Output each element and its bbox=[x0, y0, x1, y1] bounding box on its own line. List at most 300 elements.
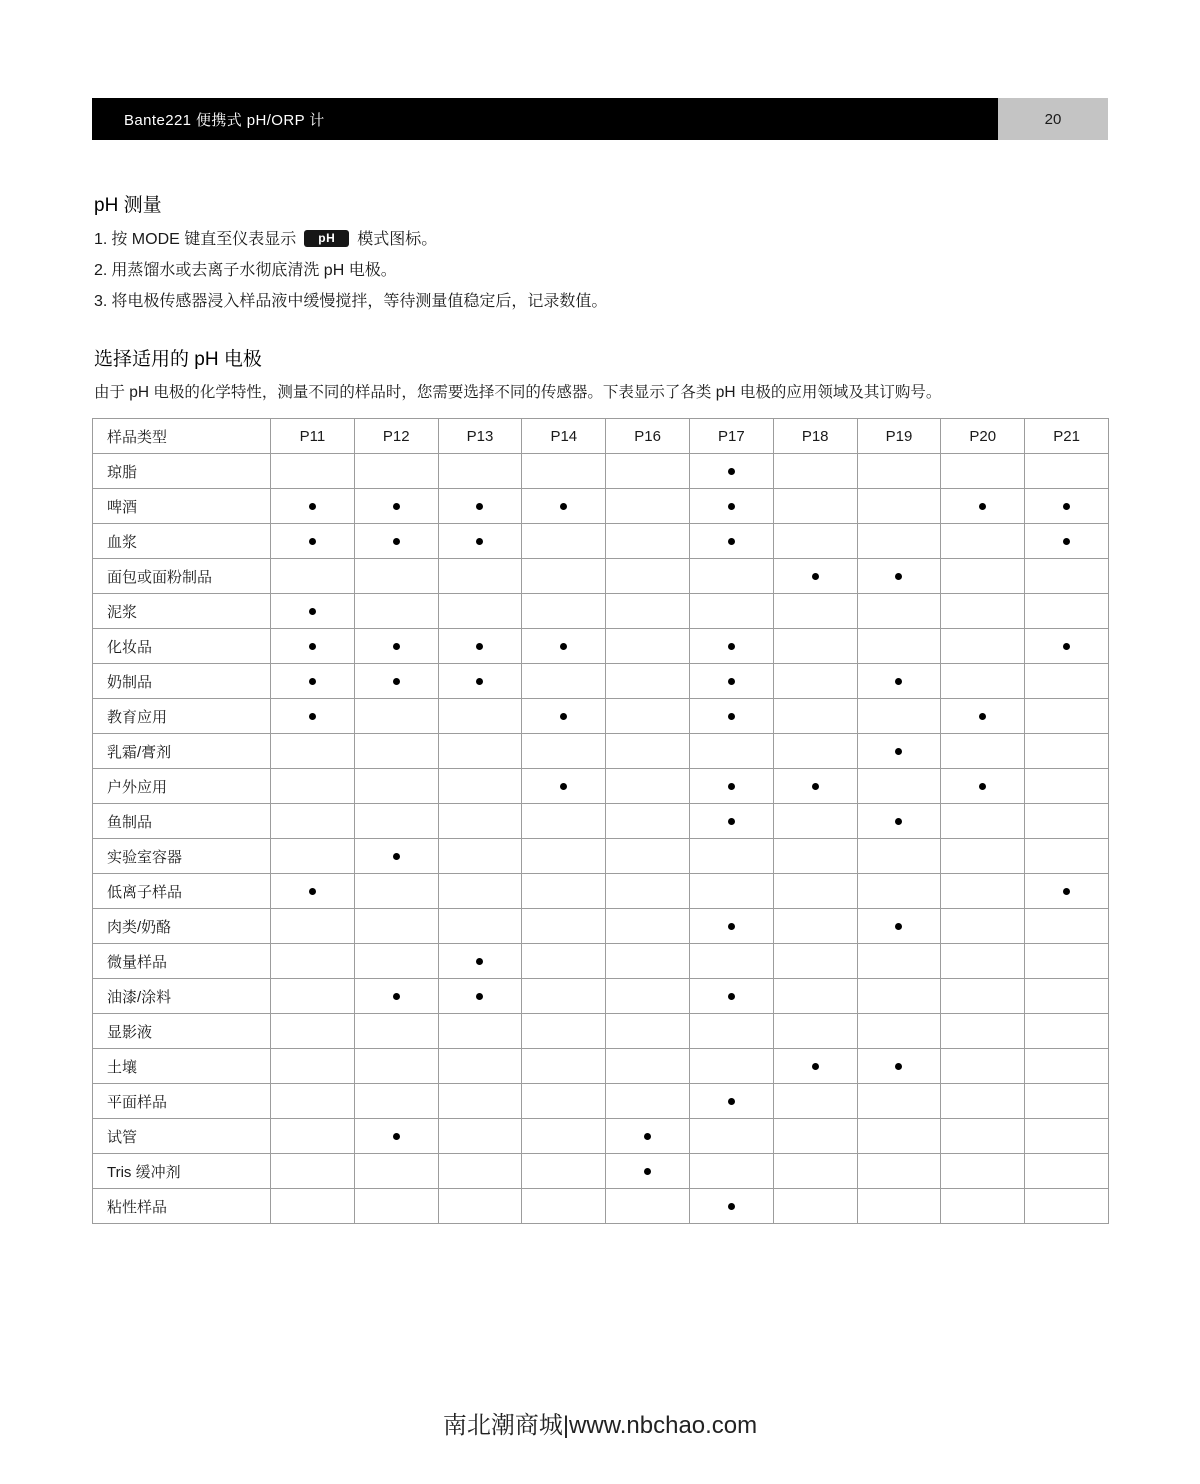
applicable-dot-icon bbox=[812, 1063, 819, 1070]
sample-type-cell: 平面样品 bbox=[93, 1084, 271, 1119]
applicable-dot-icon bbox=[476, 643, 483, 650]
mark-cell-p18 bbox=[773, 734, 857, 769]
mark-cell-p16 bbox=[606, 629, 690, 664]
page-header bbox=[92, 98, 1108, 140]
mark-cell-p20 bbox=[941, 1154, 1025, 1189]
mark-cell-p11 bbox=[271, 944, 355, 979]
mark-cell-p18 bbox=[773, 524, 857, 559]
mark-cell-p19 bbox=[857, 1049, 941, 1084]
document-title: Bante221 便携式 pH/ORP 计 bbox=[124, 111, 325, 129]
table-row bbox=[93, 559, 1109, 594]
mark-cell-p17 bbox=[689, 874, 773, 909]
step-text-before: 按 MODE 键直至仪表显示 bbox=[111, 231, 297, 248]
table-body bbox=[93, 454, 1109, 1224]
mark-cell-p16 bbox=[606, 489, 690, 524]
mark-cell-p14 bbox=[522, 489, 606, 524]
applicable-dot-icon bbox=[728, 713, 735, 720]
applicable-dot-icon bbox=[1063, 643, 1070, 650]
applicable-dot-icon bbox=[309, 503, 316, 510]
applicable-dot-icon bbox=[895, 1063, 902, 1070]
applicable-dot-icon bbox=[728, 538, 735, 545]
column-header-p20: P20 bbox=[941, 419, 1025, 454]
mark-cell-p19 bbox=[857, 1084, 941, 1119]
mark-cell-p16 bbox=[606, 454, 690, 489]
mark-cell-p11 bbox=[271, 594, 355, 629]
applicable-dot-icon bbox=[393, 993, 400, 1000]
mark-cell-p14 bbox=[522, 874, 606, 909]
mark-cell-p12 bbox=[354, 1189, 438, 1224]
applicable-dot-icon bbox=[895, 573, 902, 580]
applicable-dot-icon bbox=[728, 503, 735, 510]
mark-cell-p19 bbox=[857, 874, 941, 909]
mark-cell-p14 bbox=[522, 594, 606, 629]
column-header-sample-type: 样品类型 bbox=[93, 419, 271, 454]
mark-cell-p11 bbox=[271, 559, 355, 594]
mark-cell-p19 bbox=[857, 909, 941, 944]
mark-cell-p19 bbox=[857, 944, 941, 979]
mark-cell-p21 bbox=[1025, 489, 1109, 524]
column-header-p18: P18 bbox=[773, 419, 857, 454]
sample-type-cell: 户外应用 bbox=[93, 769, 271, 804]
mark-cell-p16 bbox=[606, 944, 690, 979]
mark-cell-p13 bbox=[438, 664, 522, 699]
sample-type-cell: 土壤 bbox=[93, 1049, 271, 1084]
column-header-p19: P19 bbox=[857, 419, 941, 454]
mark-cell-p20 bbox=[941, 1014, 1025, 1049]
mark-cell-p14 bbox=[522, 454, 606, 489]
applicable-dot-icon bbox=[728, 468, 735, 475]
step-text: 用蒸馏水或去离子水彻底清洗 pH 电极。 bbox=[111, 262, 397, 279]
table-row bbox=[93, 454, 1109, 489]
mark-cell-p17 bbox=[689, 1049, 773, 1084]
mark-cell-p17 bbox=[689, 594, 773, 629]
mark-cell-p12 bbox=[354, 839, 438, 874]
applicable-dot-icon bbox=[728, 783, 735, 790]
page-number: 20 bbox=[1044, 110, 1062, 128]
applicable-dot-icon bbox=[309, 713, 316, 720]
mark-cell-p18 bbox=[773, 489, 857, 524]
mark-cell-p13 bbox=[438, 874, 522, 909]
mark-cell-p17 bbox=[689, 1084, 773, 1119]
applicable-dot-icon bbox=[895, 818, 902, 825]
mark-cell-p20 bbox=[941, 559, 1025, 594]
electrode-application-table-wrapper bbox=[92, 418, 1108, 1224]
mark-cell-p20 bbox=[941, 524, 1025, 559]
applicable-dot-icon bbox=[476, 958, 483, 965]
ph-mode-badge: pH bbox=[304, 230, 349, 247]
applicable-dot-icon bbox=[309, 678, 316, 685]
mark-cell-p19 bbox=[857, 734, 941, 769]
sample-type-cell: 试管 bbox=[93, 1119, 271, 1154]
mark-cell-p11 bbox=[271, 874, 355, 909]
mark-cell-p21 bbox=[1025, 664, 1109, 699]
mark-cell-p20 bbox=[941, 734, 1025, 769]
mark-cell-p18 bbox=[773, 979, 857, 1014]
mark-cell-p21 bbox=[1025, 1014, 1109, 1049]
applicable-dot-icon bbox=[895, 923, 902, 930]
applicable-dot-icon bbox=[309, 538, 316, 545]
mark-cell-p11 bbox=[271, 1154, 355, 1189]
mark-cell-p21 bbox=[1025, 629, 1109, 664]
mark-cell-p21 bbox=[1025, 1154, 1109, 1189]
mark-cell-p17 bbox=[689, 559, 773, 594]
mark-cell-p19 bbox=[857, 559, 941, 594]
mark-cell-p20 bbox=[941, 909, 1025, 944]
mark-cell-p12 bbox=[354, 1014, 438, 1049]
applicable-dot-icon bbox=[476, 993, 483, 1000]
table-row bbox=[93, 769, 1109, 804]
mark-cell-p18 bbox=[773, 804, 857, 839]
mark-cell-p20 bbox=[941, 454, 1025, 489]
mark-cell-p20 bbox=[941, 1119, 1025, 1154]
applicable-dot-icon bbox=[393, 678, 400, 685]
mark-cell-p13 bbox=[438, 1189, 522, 1224]
mark-cell-p12 bbox=[354, 594, 438, 629]
sample-type-cell: 实验室容器 bbox=[93, 839, 271, 874]
applicable-dot-icon bbox=[1063, 888, 1070, 895]
column-header-p16: P16 bbox=[606, 419, 690, 454]
mark-cell-p19 bbox=[857, 524, 941, 559]
mark-cell-p14 bbox=[522, 1119, 606, 1154]
mark-cell-p14 bbox=[522, 629, 606, 664]
sample-type-cell: 啤酒 bbox=[93, 489, 271, 524]
table-row bbox=[93, 1049, 1109, 1084]
mark-cell-p21 bbox=[1025, 1119, 1109, 1154]
applicable-dot-icon bbox=[309, 643, 316, 650]
applicable-dot-icon bbox=[476, 503, 483, 510]
mark-cell-p20 bbox=[941, 1084, 1025, 1119]
mark-cell-p21 bbox=[1025, 909, 1109, 944]
sample-type-cell: 粘性样品 bbox=[93, 1189, 271, 1224]
step-text-after: 模式图标。 bbox=[357, 231, 438, 248]
mark-cell-p12 bbox=[354, 454, 438, 489]
mark-cell-p12 bbox=[354, 1049, 438, 1084]
mark-cell-p12 bbox=[354, 909, 438, 944]
mark-cell-p18 bbox=[773, 1084, 857, 1119]
applicable-dot-icon bbox=[895, 748, 902, 755]
mark-cell-p11 bbox=[271, 489, 355, 524]
mark-cell-p20 bbox=[941, 664, 1025, 699]
applicable-dot-icon bbox=[393, 1133, 400, 1140]
mark-cell-p20 bbox=[941, 839, 1025, 874]
mark-cell-p17 bbox=[689, 629, 773, 664]
mark-cell-p18 bbox=[773, 454, 857, 489]
mark-cell-p11 bbox=[271, 1049, 355, 1084]
applicable-dot-icon bbox=[728, 818, 735, 825]
mark-cell-p13 bbox=[438, 454, 522, 489]
mark-cell-p12 bbox=[354, 734, 438, 769]
mark-cell-p13 bbox=[438, 769, 522, 804]
table-row bbox=[93, 524, 1109, 559]
mark-cell-p11 bbox=[271, 1084, 355, 1119]
column-header-p13: P13 bbox=[438, 419, 522, 454]
sample-type-cell: 油漆/涂料 bbox=[93, 979, 271, 1014]
applicable-dot-icon bbox=[979, 503, 986, 510]
applicable-dot-icon bbox=[393, 853, 400, 860]
mark-cell-p14 bbox=[522, 1189, 606, 1224]
mark-cell-p16 bbox=[606, 1119, 690, 1154]
mark-cell-p17 bbox=[689, 979, 773, 1014]
section-ph-measure-title: pH 测量 bbox=[94, 195, 162, 216]
mark-cell-p20 bbox=[941, 629, 1025, 664]
mark-cell-p21 bbox=[1025, 734, 1109, 769]
sample-type-cell: 泥浆 bbox=[93, 594, 271, 629]
mark-cell-p19 bbox=[857, 594, 941, 629]
table-row bbox=[93, 734, 1109, 769]
mark-cell-p14 bbox=[522, 524, 606, 559]
mark-cell-p13 bbox=[438, 629, 522, 664]
page-footer: 南北潮商城|www.nbchao.com bbox=[442, 1412, 758, 1439]
mark-cell-p11 bbox=[271, 839, 355, 874]
list-item bbox=[94, 255, 1104, 286]
page-number-box bbox=[998, 98, 1108, 140]
mark-cell-p16 bbox=[606, 664, 690, 699]
mark-cell-p12 bbox=[354, 769, 438, 804]
mark-cell-p14 bbox=[522, 769, 606, 804]
mark-cell-p16 bbox=[606, 734, 690, 769]
section-select-electrode-title: 选择适用的 pH 电极 bbox=[94, 349, 262, 370]
mark-cell-p17 bbox=[689, 524, 773, 559]
mark-cell-p21 bbox=[1025, 979, 1109, 1014]
mark-cell-p18 bbox=[773, 594, 857, 629]
mark-cell-p20 bbox=[941, 1189, 1025, 1224]
mark-cell-p19 bbox=[857, 769, 941, 804]
applicable-dot-icon bbox=[979, 783, 986, 790]
mark-cell-p17 bbox=[689, 454, 773, 489]
mark-cell-p16 bbox=[606, 979, 690, 1014]
mark-cell-p19 bbox=[857, 454, 941, 489]
sample-type-cell: 鱼制品 bbox=[93, 804, 271, 839]
mark-cell-p11 bbox=[271, 1014, 355, 1049]
mark-cell-p13 bbox=[438, 944, 522, 979]
mark-cell-p14 bbox=[522, 839, 606, 874]
table-row bbox=[93, 489, 1109, 524]
mark-cell-p14 bbox=[522, 979, 606, 1014]
mark-cell-p18 bbox=[773, 944, 857, 979]
mark-cell-p13 bbox=[438, 804, 522, 839]
mark-cell-p18 bbox=[773, 559, 857, 594]
mark-cell-p11 bbox=[271, 664, 355, 699]
mark-cell-p14 bbox=[522, 559, 606, 594]
mark-cell-p13 bbox=[438, 524, 522, 559]
step-number: 2. bbox=[94, 262, 108, 279]
table-row bbox=[93, 839, 1109, 874]
mark-cell-p20 bbox=[941, 804, 1025, 839]
mark-cell-p13 bbox=[438, 839, 522, 874]
mark-cell-p16 bbox=[606, 804, 690, 839]
column-header-p21: P21 bbox=[1025, 419, 1109, 454]
mark-cell-p13 bbox=[438, 1049, 522, 1084]
mark-cell-p18 bbox=[773, 1014, 857, 1049]
mark-cell-p21 bbox=[1025, 839, 1109, 874]
mark-cell-p13 bbox=[438, 1119, 522, 1154]
mark-cell-p12 bbox=[354, 629, 438, 664]
mark-cell-p16 bbox=[606, 1049, 690, 1084]
applicable-dot-icon bbox=[309, 888, 316, 895]
mark-cell-p11 bbox=[271, 734, 355, 769]
mark-cell-p14 bbox=[522, 944, 606, 979]
mark-cell-p16 bbox=[606, 769, 690, 804]
mark-cell-p18 bbox=[773, 909, 857, 944]
mark-cell-p16 bbox=[606, 874, 690, 909]
mark-cell-p16 bbox=[606, 699, 690, 734]
sample-type-cell: 面包或面粉制品 bbox=[93, 559, 271, 594]
applicable-dot-icon bbox=[393, 643, 400, 650]
mark-cell-p14 bbox=[522, 1154, 606, 1189]
ph-measure-steps bbox=[94, 224, 1104, 317]
mark-cell-p12 bbox=[354, 1119, 438, 1154]
applicable-dot-icon bbox=[728, 923, 735, 930]
mark-cell-p12 bbox=[354, 1084, 438, 1119]
mark-cell-p11 bbox=[271, 524, 355, 559]
mark-cell-p11 bbox=[271, 979, 355, 1014]
mark-cell-p21 bbox=[1025, 769, 1109, 804]
mark-cell-p12 bbox=[354, 524, 438, 559]
mark-cell-p13 bbox=[438, 909, 522, 944]
applicable-dot-icon bbox=[728, 993, 735, 1000]
mark-cell-p13 bbox=[438, 734, 522, 769]
mark-cell-p11 bbox=[271, 629, 355, 664]
mark-cell-p20 bbox=[941, 769, 1025, 804]
mark-cell-p14 bbox=[522, 1014, 606, 1049]
mark-cell-p12 bbox=[354, 489, 438, 524]
mark-cell-p16 bbox=[606, 909, 690, 944]
mark-cell-p11 bbox=[271, 804, 355, 839]
step-number: 1. bbox=[94, 231, 108, 248]
mark-cell-p14 bbox=[522, 664, 606, 699]
sample-type-cell: 微量样品 bbox=[93, 944, 271, 979]
mark-cell-p17 bbox=[689, 944, 773, 979]
applicable-dot-icon bbox=[560, 713, 567, 720]
mark-cell-p16 bbox=[606, 1014, 690, 1049]
mark-cell-p18 bbox=[773, 1119, 857, 1154]
table-row bbox=[93, 699, 1109, 734]
table-row bbox=[93, 1154, 1109, 1189]
sample-type-cell: 化妆品 bbox=[93, 629, 271, 664]
mark-cell-p20 bbox=[941, 489, 1025, 524]
mark-cell-p21 bbox=[1025, 699, 1109, 734]
mark-cell-p13 bbox=[438, 489, 522, 524]
applicable-dot-icon bbox=[644, 1168, 651, 1175]
applicable-dot-icon bbox=[644, 1133, 651, 1140]
list-item bbox=[94, 286, 1104, 317]
mark-cell-p14 bbox=[522, 804, 606, 839]
mark-cell-p14 bbox=[522, 1049, 606, 1084]
table-row bbox=[93, 804, 1109, 839]
mark-cell-p21 bbox=[1025, 874, 1109, 909]
mark-cell-p21 bbox=[1025, 804, 1109, 839]
mark-cell-p12 bbox=[354, 699, 438, 734]
mark-cell-p17 bbox=[689, 699, 773, 734]
mark-cell-p20 bbox=[941, 874, 1025, 909]
mark-cell-p21 bbox=[1025, 1084, 1109, 1119]
mark-cell-p13 bbox=[438, 559, 522, 594]
mark-cell-p12 bbox=[354, 664, 438, 699]
mark-cell-p17 bbox=[689, 804, 773, 839]
mark-cell-p17 bbox=[689, 769, 773, 804]
mark-cell-p19 bbox=[857, 804, 941, 839]
mark-cell-p18 bbox=[773, 874, 857, 909]
mark-cell-p16 bbox=[606, 559, 690, 594]
mark-cell-p12 bbox=[354, 874, 438, 909]
applicable-dot-icon bbox=[309, 608, 316, 615]
mark-cell-p11 bbox=[271, 769, 355, 804]
mark-cell-p14 bbox=[522, 909, 606, 944]
mark-cell-p17 bbox=[689, 489, 773, 524]
mark-cell-p13 bbox=[438, 1084, 522, 1119]
mark-cell-p17 bbox=[689, 1154, 773, 1189]
table-row bbox=[93, 979, 1109, 1014]
mark-cell-p14 bbox=[522, 699, 606, 734]
mark-cell-p13 bbox=[438, 1154, 522, 1189]
sample-type-cell: 血浆 bbox=[93, 524, 271, 559]
electrode-application-table bbox=[92, 418, 1109, 1224]
mark-cell-p21 bbox=[1025, 524, 1109, 559]
sample-type-cell: 显影液 bbox=[93, 1014, 271, 1049]
applicable-dot-icon bbox=[895, 678, 902, 685]
mark-cell-p16 bbox=[606, 1189, 690, 1224]
mark-cell-p16 bbox=[606, 839, 690, 874]
applicable-dot-icon bbox=[728, 1203, 735, 1210]
applicable-dot-icon bbox=[560, 503, 567, 510]
mark-cell-p21 bbox=[1025, 594, 1109, 629]
mark-cell-p18 bbox=[773, 664, 857, 699]
step-text: 将电极传感器浸入样品液中缓慢搅拌，等待测量值稳定后，记录数值。 bbox=[111, 293, 608, 310]
mark-cell-p13 bbox=[438, 979, 522, 1014]
sample-type-cell: 琼脂 bbox=[93, 454, 271, 489]
applicable-dot-icon bbox=[728, 1098, 735, 1105]
mark-cell-p18 bbox=[773, 1049, 857, 1084]
mark-cell-p21 bbox=[1025, 1049, 1109, 1084]
mark-cell-p21 bbox=[1025, 454, 1109, 489]
mark-cell-p19 bbox=[857, 839, 941, 874]
table-header-row bbox=[93, 419, 1109, 454]
mark-cell-p12 bbox=[354, 559, 438, 594]
mark-cell-p20 bbox=[941, 1049, 1025, 1084]
mark-cell-p13 bbox=[438, 594, 522, 629]
mark-cell-p12 bbox=[354, 979, 438, 1014]
applicable-dot-icon bbox=[476, 678, 483, 685]
mark-cell-p19 bbox=[857, 489, 941, 524]
mark-cell-p17 bbox=[689, 1119, 773, 1154]
mark-cell-p13 bbox=[438, 699, 522, 734]
mark-cell-p17 bbox=[689, 839, 773, 874]
mark-cell-p20 bbox=[941, 979, 1025, 1014]
table-row bbox=[93, 909, 1109, 944]
header-title-bar bbox=[92, 98, 998, 140]
mark-cell-p17 bbox=[689, 664, 773, 699]
mark-cell-p11 bbox=[271, 699, 355, 734]
mark-cell-p17 bbox=[689, 909, 773, 944]
mark-cell-p18 bbox=[773, 699, 857, 734]
mark-cell-p18 bbox=[773, 769, 857, 804]
applicable-dot-icon bbox=[728, 678, 735, 685]
mark-cell-p16 bbox=[606, 1154, 690, 1189]
step-number: 3. bbox=[94, 293, 108, 310]
applicable-dot-icon bbox=[560, 643, 567, 650]
mark-cell-p19 bbox=[857, 1014, 941, 1049]
table-row bbox=[93, 1189, 1109, 1224]
mark-cell-p21 bbox=[1025, 1189, 1109, 1224]
mark-cell-p18 bbox=[773, 839, 857, 874]
table-row bbox=[93, 629, 1109, 664]
applicable-dot-icon bbox=[1063, 503, 1070, 510]
mark-cell-p11 bbox=[271, 909, 355, 944]
applicable-dot-icon bbox=[812, 783, 819, 790]
sample-type-cell: 肉类/奶酪 bbox=[93, 909, 271, 944]
table-row bbox=[93, 1014, 1109, 1049]
column-header-p12: P12 bbox=[354, 419, 438, 454]
